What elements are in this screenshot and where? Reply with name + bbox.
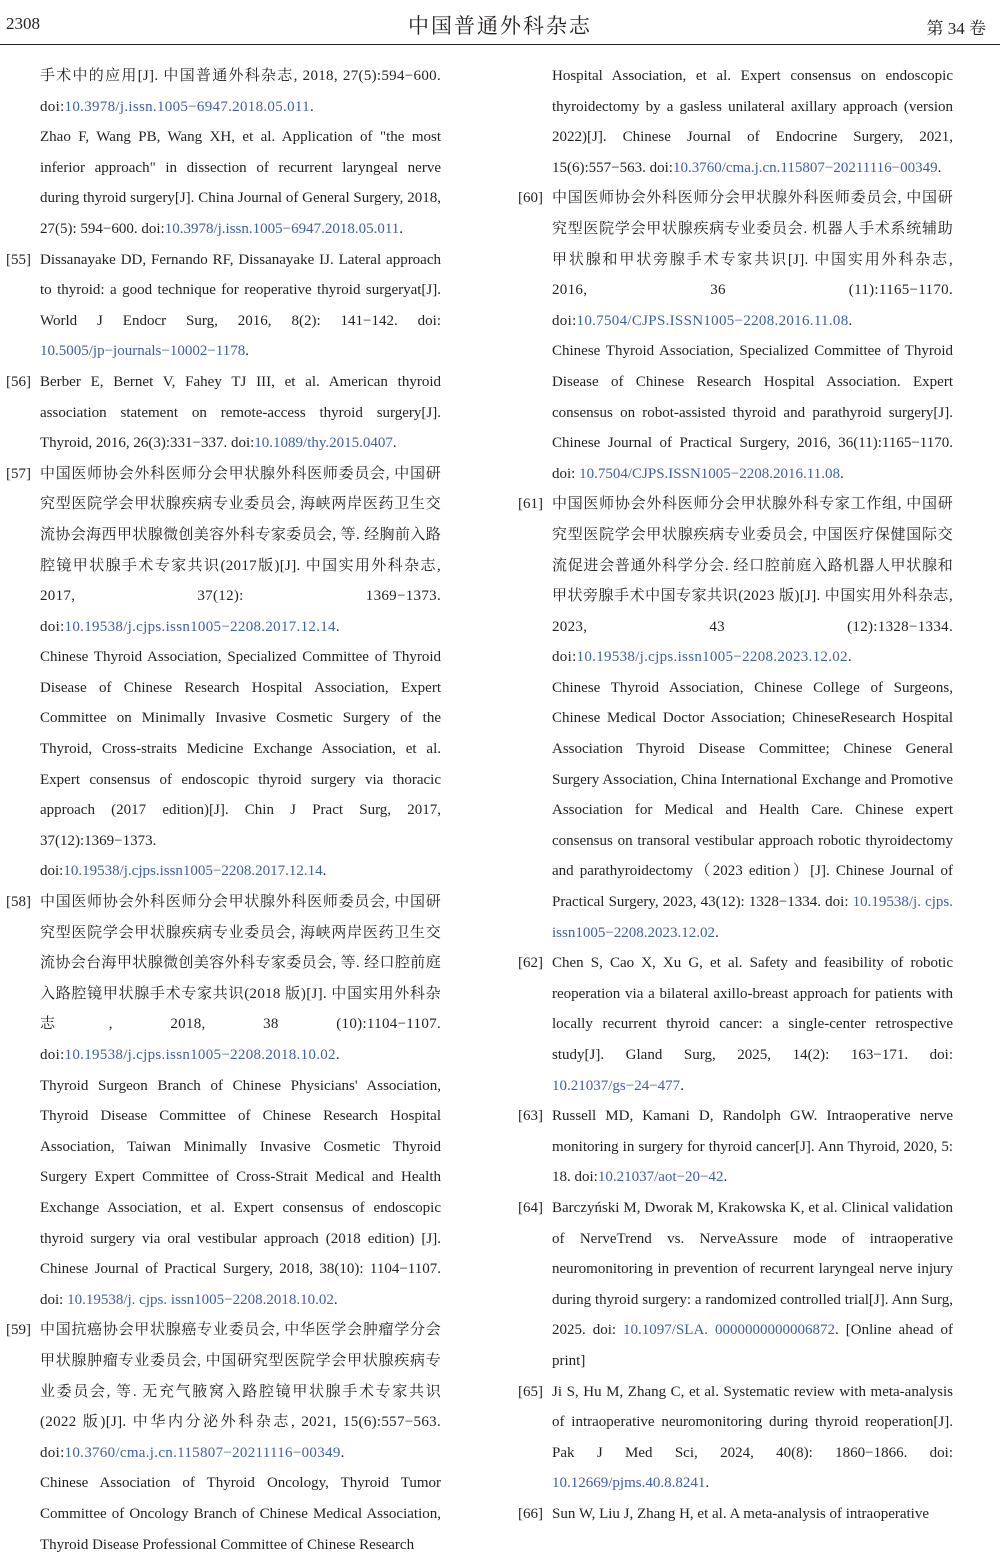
reference-en-text: Chinese Thyroid Association, Specialized Committee of Thyroid Disease of Chinese Research Hospital Association, Expert Committee on Minimally Invasive Cosmetic Surgery of the Thyroid, Cross-straits Medicine Exchange Association, et al. Expert consensus of endoscopic thyroid surgery via thoracic approach (2017 edition)[J]. Chin J Pract Surg, 2017, 37(12):1369−1373. doi:10.19538/j.cjps.issn1005−2208.2017.12.14. xyxy=(40,649,441,880)
reference-en-text: Zhao F, Wang PB, Wang XH, et al. Application of "the most inferior approach" in dissection of recurrent laryngeal nerve during thyroid surgery[J]. China Journal of General Surgery, 2018, 27(5): 594−600. doi:10.3978/j.issn.1005−6947.2018.05.011. xyxy=(40,129,441,237)
doi-link[interactable]: 10.7504/CJPS.ISSN1005−2208.2016.11.08 xyxy=(576,312,849,329)
reference-zh-text: 中国医师协会外科医师分会甲状腺外科医师委员会, 中国研究型医院学会甲状腺疾病专业委员会, 海峡两岸医药卫生交流协会海西甲状腺微创美容外科专家委员会, 等. 经胸前入路腔镜甲状腺手术专家共识(2017版)[J]. 中国实用外科杂志, 2017, 37(12): 1369−1373. doi:10.19538/j.cjps.issn1005−2208.2017.12.14. xyxy=(40,465,441,635)
right-column xyxy=(518,61,953,1530)
doi-link[interactable]: 10.1089/thy.2015.0407 xyxy=(254,435,393,452)
reference-text: Barczyński M, Dworak M, Krakowska K, et al. Clinical validation of NerveTrend vs. NerveAssure mode of intraoperative neuromonitoring in prevention of recurrent laryngeal nerve injury during thyroid surgery: a randomized controlled trial[J]. Ann Surg, 2025. doi: 10.1097/SLA. 0000000000006872. [Online ahead of print] xyxy=(552,1199,953,1369)
doi-link[interactable]: 10.19538/j.cjps.issn1005−2208.2023.12.02 xyxy=(576,649,848,666)
volume-label: 第 34 卷 xyxy=(926,19,986,38)
reference-number: [61] xyxy=(518,496,543,513)
reference-number: [55] xyxy=(6,251,31,268)
reference-60 xyxy=(518,183,953,489)
doi-link[interactable]: 10.3978/j.issn.1005−6947.2018.05.011 xyxy=(64,98,310,115)
doi-link[interactable]: 10.19538/j.cjps.issn1005−2208.2018.10.02 xyxy=(64,1047,336,1063)
doi-link[interactable]: 10.5005/jp−journals−10002−1178 xyxy=(40,343,246,360)
reference-55 xyxy=(6,245,441,367)
reference-59-continuation xyxy=(518,61,953,183)
reference-en-text: Chinese Association of Thyroid Oncology, Thyroid Tumor Committee of Oncology Branch of Chinese Medical Association, Thyroid Disease Professional Committee of Chinese Research xyxy=(40,1475,441,1553)
doi-link[interactable]: 10.3978/j.issn.1005−6947.2018.05.011 xyxy=(164,220,400,237)
reference-62 xyxy=(518,948,953,1101)
doi-link[interactable]: 10.7504/CJPS.ISSN1005−2208.2016.11.08 xyxy=(579,465,840,482)
reference-number: [62] xyxy=(518,955,543,972)
reference-number: [65] xyxy=(518,1383,543,1400)
reference-zh-text: 中国医师协会外科医师分会甲状腺外科医师委员会, 中国研究型医院学会甲状腺疾病专业委员会. 机器人手术系统辅助甲状腺和甲状旁腺手术专家共识[J]. 中国实用外科杂志, 2016, 36 (11):1165−1170. doi:10.7504/CJPS.ISSN1005−2208.2016.11.08. xyxy=(552,190,953,329)
reference-number: [58] xyxy=(6,894,31,911)
reference-en-text: Thyroid Surgeon Branch of Chinese Physicians' Association, Thyroid Disease Committee of Chinese Research Hospital Association, Taiwan Minimally Invasive Cosmetic Thyroid Surgery Expert Committee of Cross-Strait Medical and Health Exchange Association, et al. Expert consensus of endoscopic thyroid surgery via oral vestibular approach (2018 edition) [J]. Chinese Journal of Practical Surgery, 2018, 38(10): 1104−1107. doi: 10.19538/j. cjps. issn1005−2208.2018.10.02. xyxy=(40,1077,441,1308)
reference-61 xyxy=(518,489,953,948)
reference-64 xyxy=(518,1193,953,1377)
reference-zh-text: 中国医师协会外科医师分会甲状腺外科医师委员会, 中国研究型医院学会甲状腺疾病专业委员会, 海峡两岸医药卫生交流协会台海甲状腺微创美容外科专家委员会, 等. 经口腔前庭入路腔镜甲状腺手术专家共识(2018 版)[J]. 中国实用外科杂志, 2018, 38 (10):1104−1107. doi:10.19538/j.cjps.issn1005−2208.2018.10.02. xyxy=(40,894,441,1063)
reference-59 xyxy=(6,1315,441,1560)
reference-57 xyxy=(6,459,441,887)
reference-en-text: Hospital Association, et al. Expert consensus on endoscopic thyroidectomy by a gasless unilateral axillary approach (version 2022)[J]. Chinese Journal of Endocrine Surgery, 2021, 15(6):557−563. doi:10.3760/cma.j.cn.115807−20211116−00349. xyxy=(552,68,953,176)
reference-zh-text: 中国抗癌协会甲状腺癌专业委员会, 中华医学会肿瘤学分会甲状腺肿瘤专业委员会, 中国研究型医院学会甲状腺疾病专业委员会, 等. 无充气腋窝入路腔镜甲状腺手术专家共识(2022 版)[J]. 中华内分泌外科杂志, 2021, 15(6):557−563. doi:10.3760/cma.j.cn.115807−20211116−00349. xyxy=(40,1322,441,1461)
reference-text: Ji S, Hu M, Zhang C, et al. Systematic review with meta-analysis of intraoperative neuromonitoring during thyroid reoperation[J]. Pak J Med Sci, 2024, 40(8): 1860−1866. doi: 10.12669/pjms.40.8.8241. xyxy=(552,1383,953,1492)
reference-number: [66] xyxy=(518,1505,543,1522)
doi-link[interactable]: 10.3760/cma.j.cn.115807−20211116−00349 xyxy=(64,1444,341,1461)
reference-56 xyxy=(6,367,441,459)
reference-text: Berber E, Bernet V, Fahey TJ III, et al. American thyroid association statement on remote-access thyroid surgery[J]. Thyroid, 2016, 26(3):331−337. doi:10.1089/thy.2015.0407. xyxy=(40,373,441,452)
doi-link[interactable]: 10.19538/j. cjps. issn1005−2208.2018.10.02 xyxy=(67,1291,334,1308)
reference-54-continuation xyxy=(6,61,441,245)
reference-zh-text: 手术中的应用[J]. 中国普通外科杂志, 2018, 27(5):594−600. doi:10.3978/j.issn.1005−6947.2018.05.011. xyxy=(40,68,441,115)
reference-66 xyxy=(518,1499,953,1530)
reference-number: [64] xyxy=(518,1199,543,1216)
doi-link[interactable]: 10.12669/pjms.40.8.8241 xyxy=(552,1475,706,1492)
reference-number: [56] xyxy=(6,373,31,390)
doi-link[interactable]: 10.19538/j.cjps.issn1005−2208.2017.12.14 xyxy=(64,618,336,635)
page-number: 2308 xyxy=(6,14,40,33)
doi-link[interactable]: 10.21037/gs−24−477 xyxy=(552,1077,681,1094)
reference-63 xyxy=(518,1101,953,1193)
reference-number: [60] xyxy=(518,190,543,207)
doi-link[interactable]: 10.19538/j. cjps. issn1005−2208.2023.12.02 xyxy=(552,894,954,941)
reference-number: [63] xyxy=(518,1108,543,1125)
reference-text: Sun W, Liu J, Zhang H, et al. A meta-analysis of intraoperative xyxy=(552,1505,930,1522)
reference-zh-text: 中国医师协会外科医师分会甲状腺外科专家工作组, 中国研究型医院学会甲状腺疾病专业委员会, 中国医疗保健国际交流促进会普通外科学分会. 经口腔前庭入路机器人甲状腺和甲状旁腺手术中国专家共识(2023 版)[J]. 中国实用外科杂志, 2023, 43 (12):1328−1334. doi:10.19538/j.cjps.issn1005−2208.2023.12.02. xyxy=(552,496,953,666)
page-header xyxy=(0,0,1000,44)
journal-title: 中国普通外科杂志 xyxy=(408,14,592,38)
left-column xyxy=(6,61,441,1560)
reference-text: Chen S, Cao X, Xu G, et al. Safety and feasibility of robotic reoperation via a bilateral axillo-breast approach for patients with locally recurrent thyroid cancer: a single-center retrospective study[J]. Gland Surg, 2025, 14(2): 163−171. doi: 10.21037/gs−24−477. xyxy=(552,955,953,1094)
reference-text: Russell MD, Kamani D, Randolph GW. Intraoperative nerve monitoring in surgery for thyroid cancer[J]. Ann Thyroid, 2020, 5: 18. doi:10.21037/aot−20−42. xyxy=(552,1108,953,1186)
doi-link[interactable]: 10.19538/j.cjps.issn1005−2208.2017.12.14 xyxy=(63,863,323,880)
doi-link[interactable]: 10.1097/SLA. 0000000000006872 xyxy=(623,1322,836,1339)
header-rule xyxy=(0,44,1000,45)
reference-58 xyxy=(6,887,441,1315)
reference-number: [57] xyxy=(6,465,31,482)
reference-65 xyxy=(518,1377,953,1499)
doi-link[interactable]: 10.3760/cma.j.cn.115807−20211116−00349 xyxy=(672,159,938,176)
doi-link[interactable]: 10.21037/aot−20−42 xyxy=(597,1169,724,1186)
reference-en-text: Chinese Thyroid Association, Chinese College of Surgeons, Chinese Medical Doctor Association; ChineseResearch Hospital Association Thyroid Disease Committee; Chinese General Surgery Association, China International Exchange and Promotive Association for Medical and Health Care. Chinese expert consensus on transoral vestibular approach robotic thyroidectomy and parathyroidectomy（2023 edition）[J]. Chinese Journal of Practical Surgery, 2023, 43(12): 1328−1334. doi: 10.19538/j. cjps. issn1005−2208.2023.12.02. xyxy=(552,679,954,941)
reference-text: Dissanayake DD, Fernando RF, Dissanayake IJ. Lateral approach to thyroid: a good technique for reoperative thyroid surgeryat[J]. World J Endocr Surg, 2016, 8(2): 141−142. doi: 10.5005/jp−journals−10002−1178. xyxy=(40,251,441,360)
reference-en-text: Chinese Thyroid Association, Specialized Committee of Thyroid Disease of Chinese Research Hospital Association. Expert consensus on robot-assisted thyroid and parathyroid surgery[J]. Chinese Journal of Practical Surgery, 2016, 36(11):1165−1170. doi: 10.7504/CJPS.ISSN1005−2208.2016.11.08. xyxy=(552,343,953,482)
reference-number: [59] xyxy=(6,1322,31,1339)
